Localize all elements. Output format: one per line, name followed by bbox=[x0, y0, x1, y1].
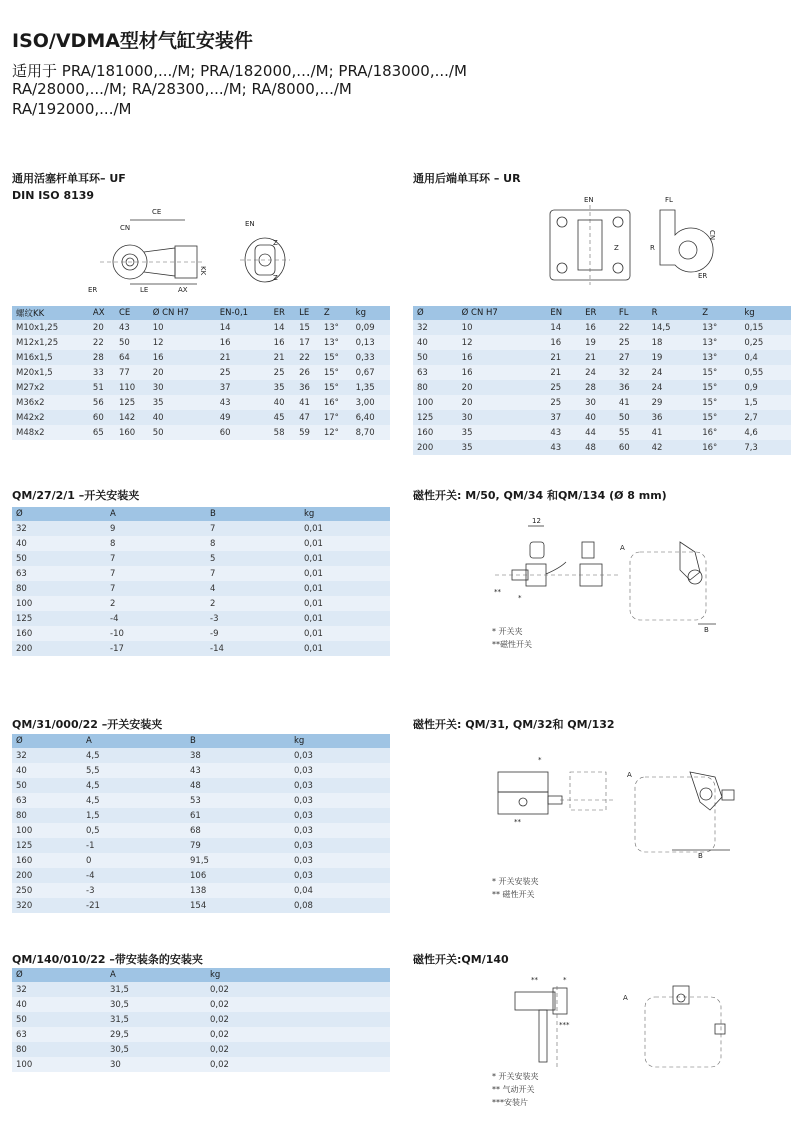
table-row: 125 -1 79 0,03 bbox=[12, 838, 390, 853]
table-row: M20x1,5 33 77 20 25 25 26 15° 0,67 bbox=[12, 365, 390, 380]
table-row: 80 1,5 61 0,03 bbox=[12, 808, 390, 823]
qm31-table: Ø A B kg 32 4,5 38 0,03 40 5,5 43 0,03 50 4,5 48 0,03 63 4,5 53 0,03 80 1,5 61 0,03 100 0,5 68 0,03 125 -1 79 0,03 160 0 91,5 0,03 200 -4 106 0,03 250 -3 138 0,04 320 -21 154 0,08 bbox=[12, 734, 390, 913]
svg-text:ER: ER bbox=[698, 272, 708, 280]
switch-m50-title: 磁性开关: M/50, QM/34 和QM/134 (Ø 8 mm) bbox=[413, 489, 667, 502]
table-row: M16x1,5 28 64 16 21 21 22 15° 0,33 bbox=[12, 350, 390, 365]
ur-rear-eye-drawing bbox=[540, 190, 740, 290]
svg-text:A: A bbox=[627, 771, 632, 779]
table-row: 200 35 43 48 60 42 16° 7,3 bbox=[413, 440, 791, 455]
svg-text:***: *** bbox=[559, 1021, 570, 1029]
svg-text:AX: AX bbox=[178, 286, 188, 294]
table-row: 80 20 25 28 36 24 15° 0,9 bbox=[413, 380, 791, 395]
qm27-title: QM/27/2/1 –开关安装夹 bbox=[12, 489, 140, 502]
svg-text:CE: CE bbox=[152, 208, 162, 216]
qm140-title: QM/140/010/22 –带安装条的安装夹 bbox=[12, 953, 203, 966]
switch-qm140-note-1: * 开关安装夹 bbox=[492, 1072, 539, 1081]
table-row: 160 0 91,5 0,03 bbox=[12, 853, 390, 868]
table-row: 63 4,5 53 0,03 bbox=[12, 793, 390, 808]
svg-text:*: * bbox=[518, 594, 522, 602]
uf-rod-eye-drawing bbox=[80, 200, 300, 300]
svg-text:B: B bbox=[704, 626, 709, 632]
switch-qm31-note-2: ** 磁性开关 bbox=[492, 890, 535, 899]
svg-text:R: R bbox=[650, 244, 655, 252]
switch-qm140-note-2: ** 气动开关 bbox=[492, 1085, 535, 1094]
table-row: M27x2 51 110 30 37 35 36 15° 1,35 bbox=[12, 380, 390, 395]
svg-text:LE: LE bbox=[140, 286, 149, 294]
table-row: 40 12 16 19 25 18 13° 0,25 bbox=[413, 335, 791, 350]
qm31-title: QM/31/000/22 –开关安装夹 bbox=[12, 718, 163, 731]
svg-text:A: A bbox=[620, 544, 625, 552]
table-row: 32 4,5 38 0,03 bbox=[12, 748, 390, 763]
qm140-table: Ø A kg 32 31,5 0,02 40 30,5 0,02 50 31,5 0,02 63 29,5 0,02 80 30,5 0,02 100 30 0,02 bbox=[12, 968, 390, 1072]
table-row: 80 7 4 0,01 bbox=[12, 581, 390, 596]
table-row: 320 -21 154 0,08 bbox=[12, 898, 390, 913]
subtitle-line-3: RA/192000,.../M bbox=[12, 100, 132, 118]
table-row: 40 5,5 43 0,03 bbox=[12, 763, 390, 778]
table-row: 160 35 43 44 55 41 16° 4,6 bbox=[413, 425, 791, 440]
svg-text:B: B bbox=[698, 852, 703, 860]
page-title: ISO/VDMA型材气缸安装件 bbox=[12, 30, 253, 52]
table-row: 250 -3 138 0,04 bbox=[12, 883, 390, 898]
table-row: 125 -4 -3 0,01 bbox=[12, 611, 390, 626]
svg-text:Z: Z bbox=[614, 244, 619, 252]
switch-qm31-drawing bbox=[490, 752, 740, 867]
table-row: 80 30,5 0,02 bbox=[12, 1042, 390, 1057]
svg-text:EN: EN bbox=[245, 220, 255, 228]
svg-text:12: 12 bbox=[532, 517, 541, 525]
table-row: 50 4,5 48 0,03 bbox=[12, 778, 390, 793]
qm27-table: Ø A B kg 32 9 7 0,01 40 8 8 0,01 50 7 5 0,01 63 7 7 0,01 80 7 4 0,01 100 2 2 0,01 125 -4 -3 0,01 160 -10 -9 0,01 200 -17 -14 0,01 bbox=[12, 507, 390, 656]
svg-text:ER: ER bbox=[88, 286, 98, 294]
table-row: 40 30,5 0,02 bbox=[12, 997, 390, 1012]
table-row: 50 31,5 0,02 bbox=[12, 1012, 390, 1027]
svg-text:*: * bbox=[538, 756, 542, 764]
svg-text:A: A bbox=[623, 994, 628, 1002]
table-row: 32 31,5 0,02 bbox=[12, 982, 390, 997]
table-row: M12x1,25 22 50 12 16 16 17 13° 0,13 bbox=[12, 335, 390, 350]
svg-text:**: ** bbox=[494, 588, 501, 596]
table-row: 100 0,5 68 0,03 bbox=[12, 823, 390, 838]
table-row: 40 8 8 0,01 bbox=[12, 536, 390, 551]
table-row: M48x2 65 160 50 60 58 59 12° 8,70 bbox=[12, 425, 390, 440]
svg-text:CN: CN bbox=[708, 230, 716, 241]
table-row: 100 30 0,02 bbox=[12, 1057, 390, 1072]
svg-text:**: ** bbox=[514, 818, 521, 826]
switch-qm31-note-1: * 开关安装夹 bbox=[492, 877, 539, 886]
table-row: 200 -17 -14 0,01 bbox=[12, 641, 390, 656]
table-row: 100 2 2 0,01 bbox=[12, 596, 390, 611]
table-row: 63 16 21 24 32 24 15° 0,55 bbox=[413, 365, 791, 380]
ur-title: 通用后端单耳环 – UR bbox=[413, 172, 521, 185]
table-row: 125 30 37 40 50 36 15° 2,7 bbox=[413, 410, 791, 425]
table-row: M10x1,25 20 43 10 14 14 15 13° 0,09 bbox=[12, 320, 390, 335]
table-row: M36x2 56 125 35 43 40 41 16° 3,00 bbox=[12, 395, 390, 410]
table-row: 100 20 25 30 41 29 15° 1,5 bbox=[413, 395, 791, 410]
table-row: M42x2 60 142 40 49 45 47 17° 6,40 bbox=[12, 410, 390, 425]
subtitle-line-1: 适用于 PRA/181000,.../M; PRA/182000,.../M; PRA/183000,.../M bbox=[12, 62, 467, 80]
table-row: 63 7 7 0,01 bbox=[12, 566, 390, 581]
uf-title: 通用活塞杆单耳环– UF bbox=[12, 172, 126, 185]
switch-qm31-title: 磁性开关: QM/31, QM/32和 QM/132 bbox=[413, 718, 615, 731]
switch-m50-drawing bbox=[490, 512, 720, 632]
table-row: 200 -4 106 0,03 bbox=[12, 868, 390, 883]
table-row: 160 -10 -9 0,01 bbox=[12, 626, 390, 641]
uf-standard: DIN ISO 8139 bbox=[12, 189, 95, 202]
svg-text:FL: FL bbox=[665, 196, 673, 204]
ur-table: Ø Ø CN H7 EN ER FL R Z kg 32 10 14 16 22 14,5 13° 0,15 40 12 16 19 25 18 13° 0,25 50 16 21 21 27 19 13° 0,4 63 16 21 24 32 24 15° 0,55 80 20 25 28 36 24 15° 0,9 100 20 25 30 41 29 15° 1,5 125 30 37 40 50 36 15° 2,7 160 35 43 44 55 41 16° 4,6 200 35 43 48 60 42 16° 7,3 bbox=[413, 306, 791, 455]
svg-text:KK: KK bbox=[199, 266, 207, 276]
switch-m50-note-1: * 开关夹 bbox=[492, 627, 523, 636]
switch-qm140-title: 磁性开关:QM/140 bbox=[413, 953, 509, 966]
svg-text:CN: CN bbox=[120, 224, 131, 232]
svg-text:EN: EN bbox=[584, 196, 594, 204]
table-row: 50 16 21 21 27 19 13° 0,4 bbox=[413, 350, 791, 365]
table-row: 63 29,5 0,02 bbox=[12, 1027, 390, 1042]
table-row: 32 9 7 0,01 bbox=[12, 521, 390, 536]
uf-table: 螺纹KK AX CE Ø CN H7 EN-0,1 ER LE Z kg M10x1,25 20 43 10 14 14 15 13° 0,09 M12x1,25 22 50 12 16 16 17 13° 0,13 M16x1,5 28 64 16 21 21 22 15° 0,33 M20x1,5 33 77 20 25 25 26 15° 0,67 M27x2 51 110 30 37 35 36 15° 1,35 M36x2 56 125 35 43 40 41 16° 3,00 M42x2 60 142 40 49 45 47 17° 6,40 M48x2 65 160 50 60 58 59 12° 8,70 bbox=[12, 306, 390, 440]
table-row: 32 10 14 16 22 14,5 13° 0,15 bbox=[413, 320, 791, 335]
svg-text:Z: Z bbox=[273, 274, 278, 282]
svg-text:*: * bbox=[563, 976, 567, 984]
svg-text:Z: Z bbox=[273, 239, 278, 247]
subtitle-line-2: RA/28000,.../M; RA/28300,.../M; RA/8000,.../M bbox=[12, 80, 352, 98]
table-row: 50 7 5 0,01 bbox=[12, 551, 390, 566]
switch-m50-note-2: **磁性开关 bbox=[492, 640, 532, 649]
svg-text:**: ** bbox=[531, 976, 538, 984]
switch-qm140-note-3: ***安装片 bbox=[492, 1098, 528, 1107]
switch-qm140-drawing bbox=[495, 972, 735, 1072]
